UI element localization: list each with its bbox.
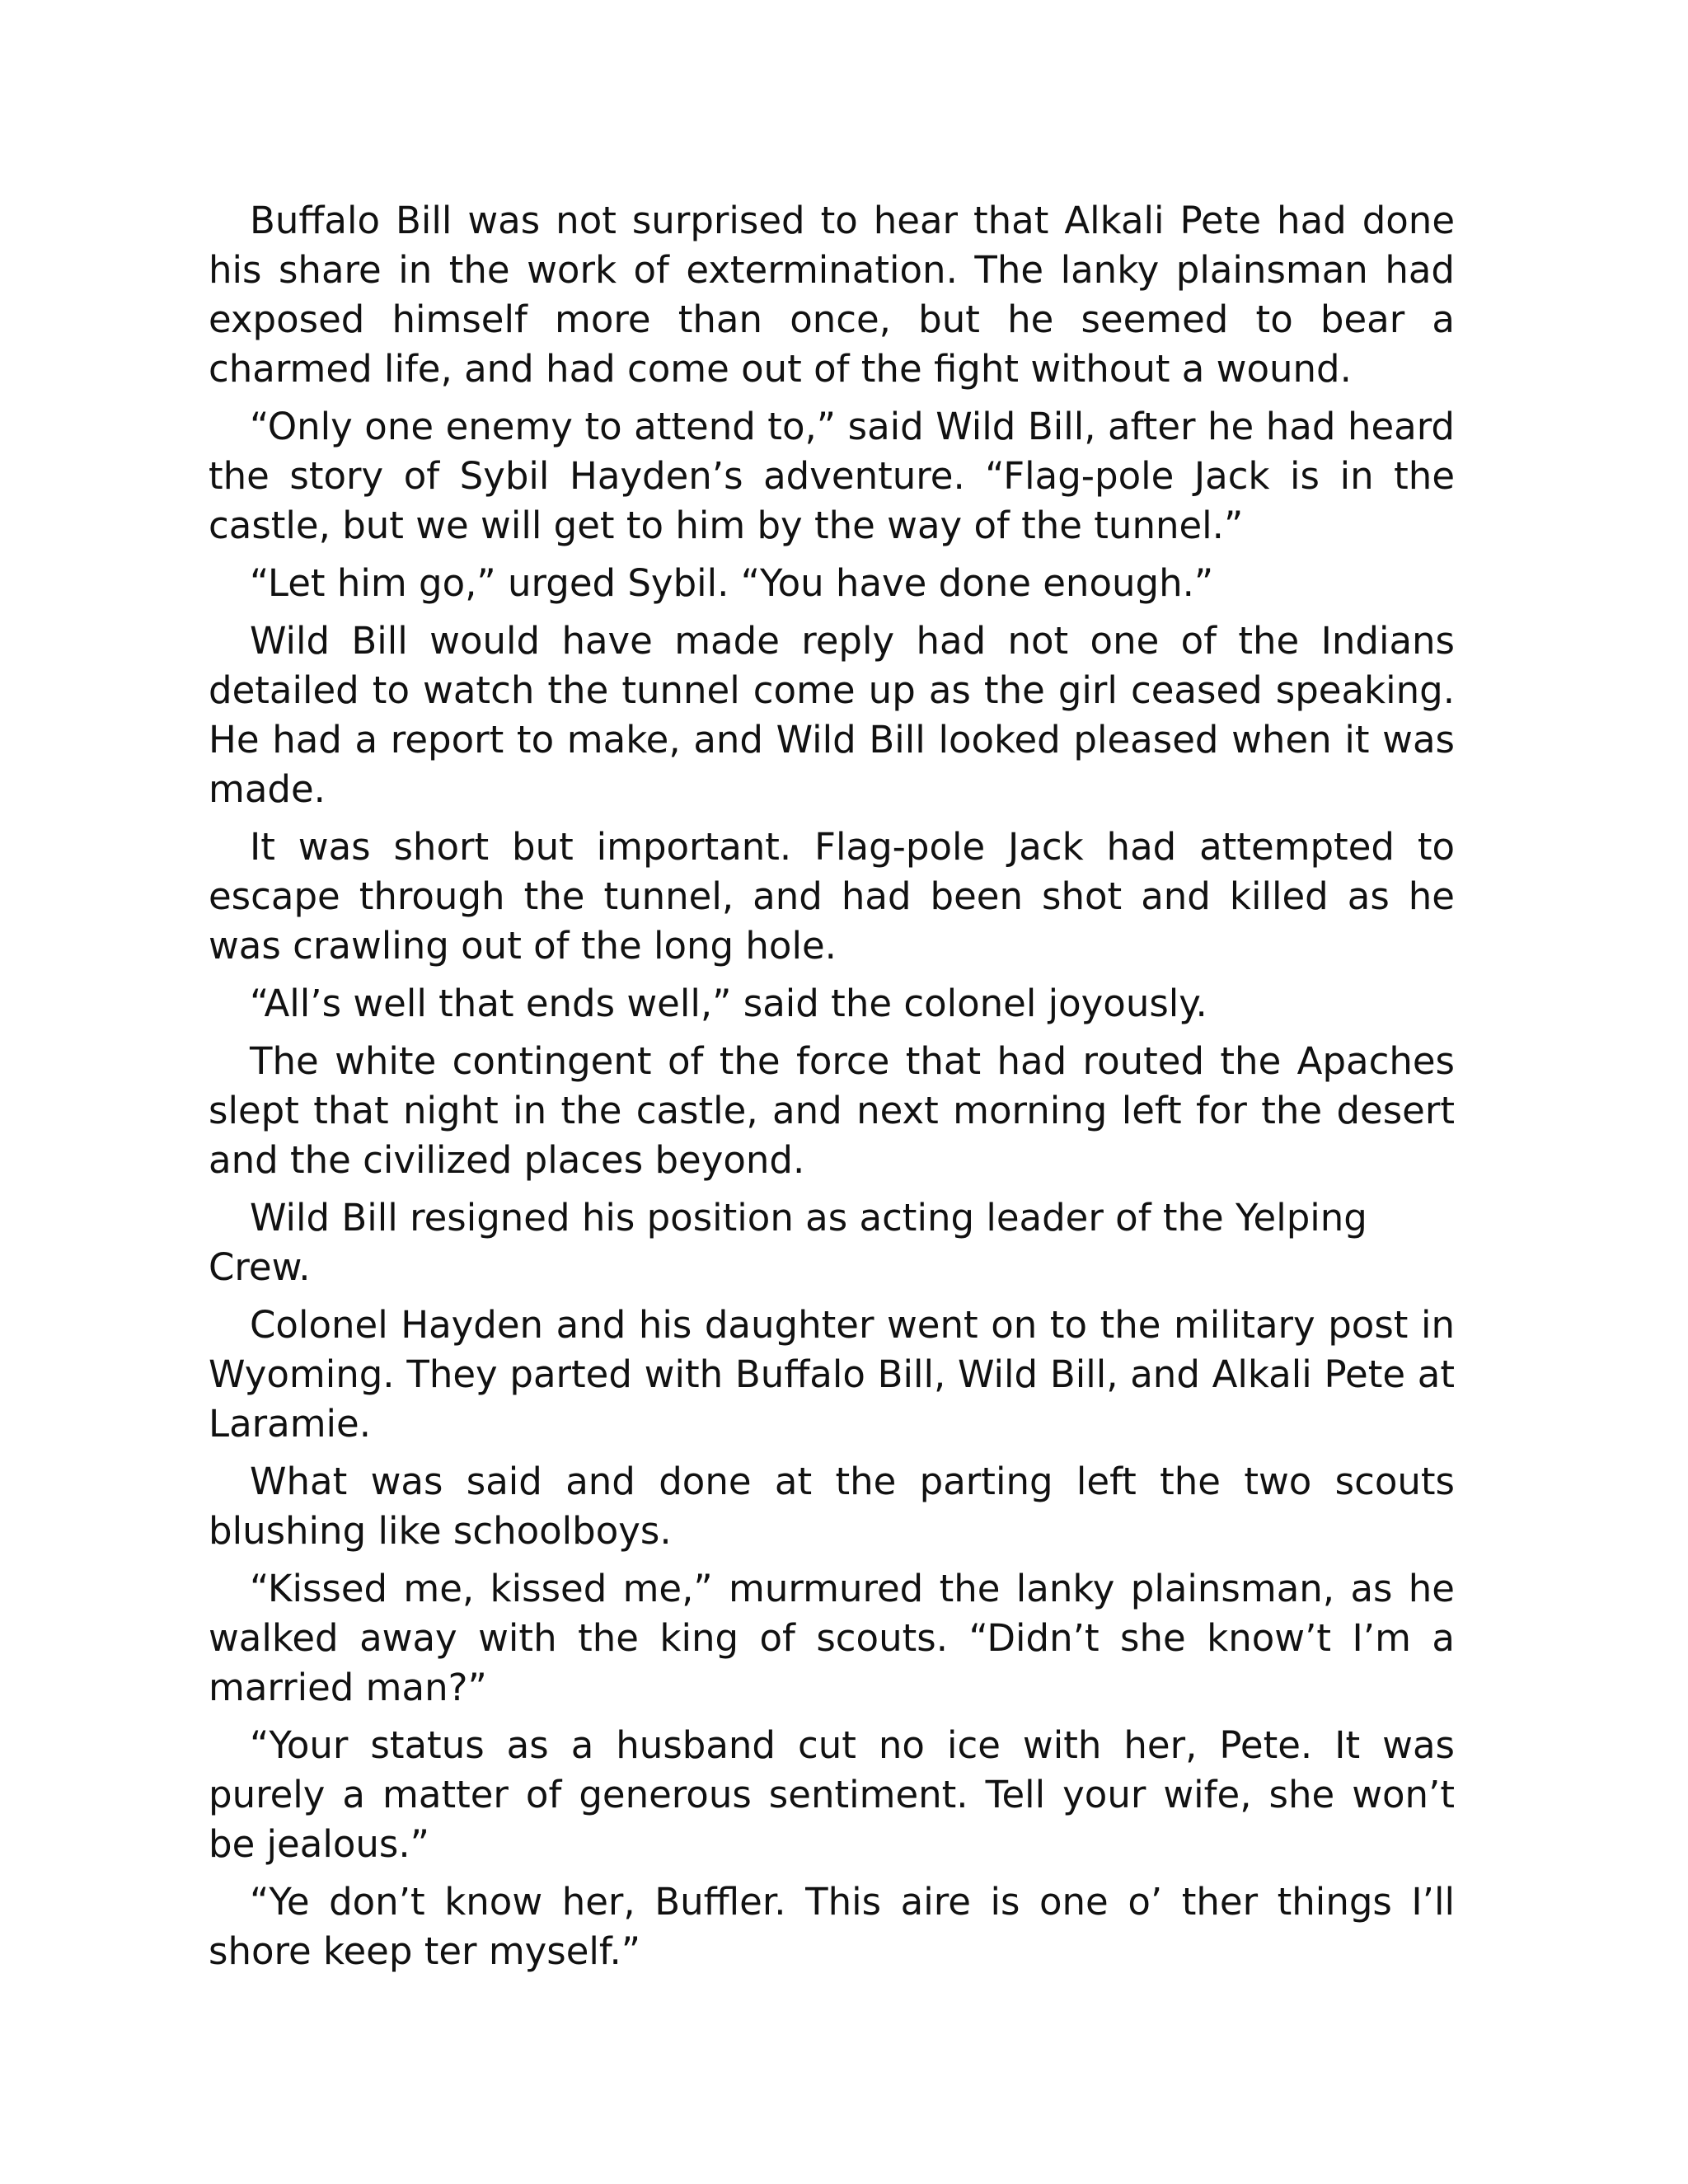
paragraph-7: The white contingent of the force that had routed the Apaches slept that night in the castle, and next morning left for the desert and the civilized places beyond. — [209, 1039, 1455, 1182]
paragraph-8: Wild Bill resigned his position as acting leader of the Yelping Crew. — [209, 1196, 1367, 1289]
paragraph-4: Wild Bill would have made reply had not one of the Indians detailed to watch the tunnel come up as the girl ceased speaking. He had a report to make, and Wild Bill looked pleased when it was made. — [209, 619, 1455, 811]
paragraph-1: Buffalo Bill was not surprised to hear that Alkali Pete had done his share in the work of extermination. The lanky plainsman had exposed himself more than once, but he seemed to bear a charmed life, and had come out of the fight without a wound. — [209, 199, 1455, 391]
document-page — [209, 196, 1455, 1985]
paragraph-11: “Kissed me, kissed me,” murmured the lanky plainsman, as he walked away with the king of scouts. “Didn’t she know’t I’m a married man?” — [209, 1567, 1455, 1709]
paragraph-6: “All’s well that ends well,” said the colonel joyously. — [250, 982, 1207, 1025]
paragraph-13: “Ye don’t know her, Buffler. This aire is one o’ ther things I’ll shore keep ter myself.” — [209, 1880, 1455, 1973]
paragraph-2: “Only one enemy to attend to,” said Wild Bill, after he had heard the story of Sybil Hayden’s adventure. “Flag-pole Jack is in the castle, but we will get to him by the way of the tunnel.” — [209, 405, 1455, 547]
paragraph-9: Colonel Hayden and his daughter went on to the military post in Wyoming. They parted with Buffalo Bill, Wild Bill, and Alkali Pete at Laramie. — [209, 1303, 1455, 1446]
paragraph-12: “Your status as a husband cut no ice with her, Pete. It was purely a matter of generous sentiment. Tell your wife, she won’t be jealous.” — [209, 1723, 1455, 1866]
paragraph-3: “Let him go,” urged Sybil. “You have done enough.” — [250, 561, 1214, 605]
paragraph-5: It was short but important. Flag-pole Jack had attempted to escape through the tunnel, and had been shot and killed as he was crawling out of the long hole. — [209, 825, 1455, 968]
paragraph-10: What was said and done at the parting left the two scouts blushing like schoolboys. — [209, 1460, 1455, 1553]
